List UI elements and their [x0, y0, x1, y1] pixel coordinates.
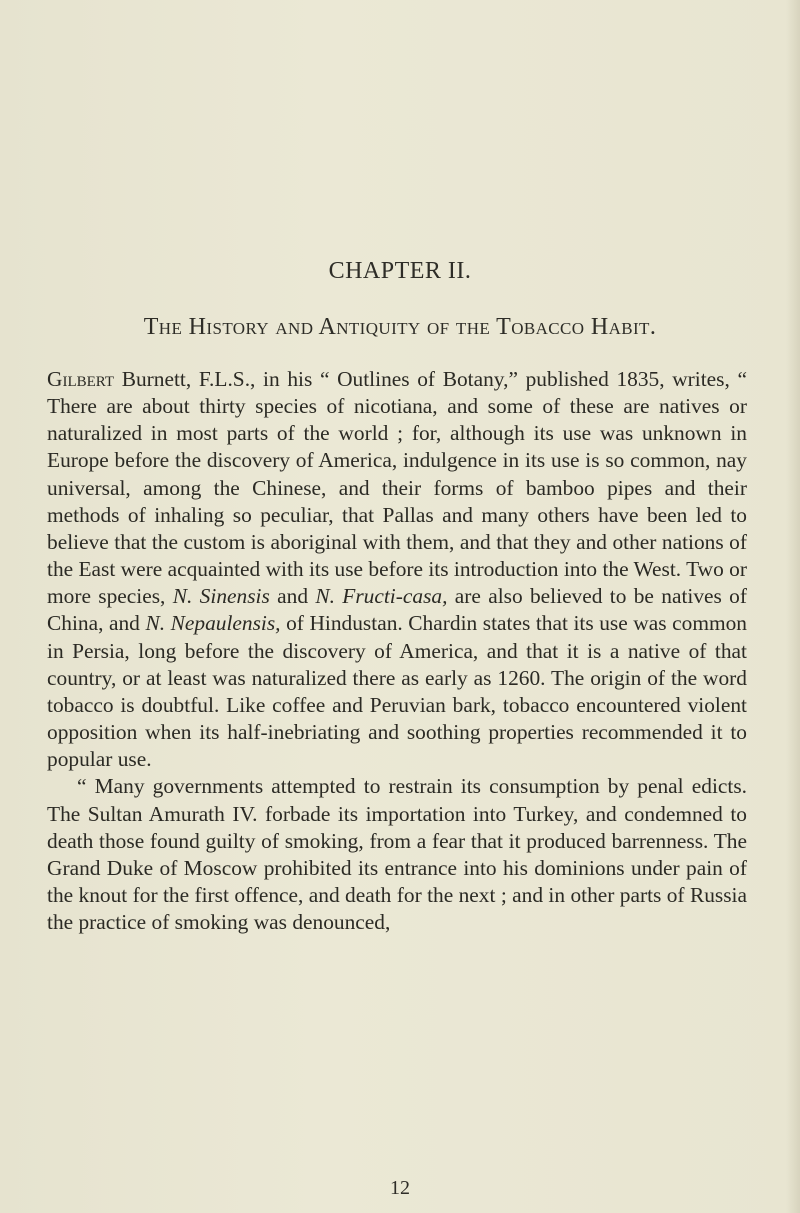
species-sinensis: N. Sinensis: [172, 584, 270, 609]
lead-small-caps: Gilbert: [47, 367, 115, 391]
paragraph-1-text-a: Burnett, F.L.S., in his “ Outlines of Botany,” published 1835, writes, “ There are about thirty species of nicotiana, and some of these are natives or naturalized in most parts of the world ; for, although its use was unknown in Europe before the discovery of America, indulgence in its use is so common, nay universal, among the Chinese, and their forms of bamboo pipes and their methods of inhaling so peculiar, that Pallas and many others have been led to believe that the custom is aboriginal with them, and that they and other nations of the East were acquainted with its use before its introduction into the West. Two or more species,: [47, 367, 747, 609]
paragraph-2: “ Many governments attempted to restrain its consumption by penal edicts. The Sultan Amurath IV. forbade its importation into Turkey, and condemned to death those found guilty of smoking, from a fear that it produced barrenness. The Grand Duke of Moscow prohibited its entrance into his dominions under pain of the knout for the first offence, and death for the next ; and in other parts of Russia the practice of smoking was denounced,: [47, 774, 747, 935]
body-text: [47, 366, 747, 936]
species-fructicasa: N. Fructi-casa,: [315, 584, 448, 609]
species-nepaulensis: N. Nepaulensis,: [145, 611, 281, 636]
chapter-number: CHAPTER II.: [328, 258, 472, 284]
paragraph-1-text-c: of Hindustan. Chardin states that its use was common in Persia, long before the discovery of America, and that it is a native of that country, or at least was naturalized there as early as 1260. The origin of the word tobacco is doubtful. Like coffee and Peruvian bark, tobacco encountered violent opposition when its half-inebriating and soothing properties recommended it to popular use.: [47, 611, 747, 772]
paragraph-1-text-b: are also believed to be natives of China, and: [47, 584, 747, 636]
page-edge-shadow: [786, 0, 800, 1213]
paragraph-1: [47, 366, 747, 773]
page-number: 12: [390, 1177, 410, 1199]
chapter-title: The History and Antiquity of the Tobacco Habit.: [143, 314, 657, 340]
paragraph-1-and: and: [269, 584, 316, 609]
